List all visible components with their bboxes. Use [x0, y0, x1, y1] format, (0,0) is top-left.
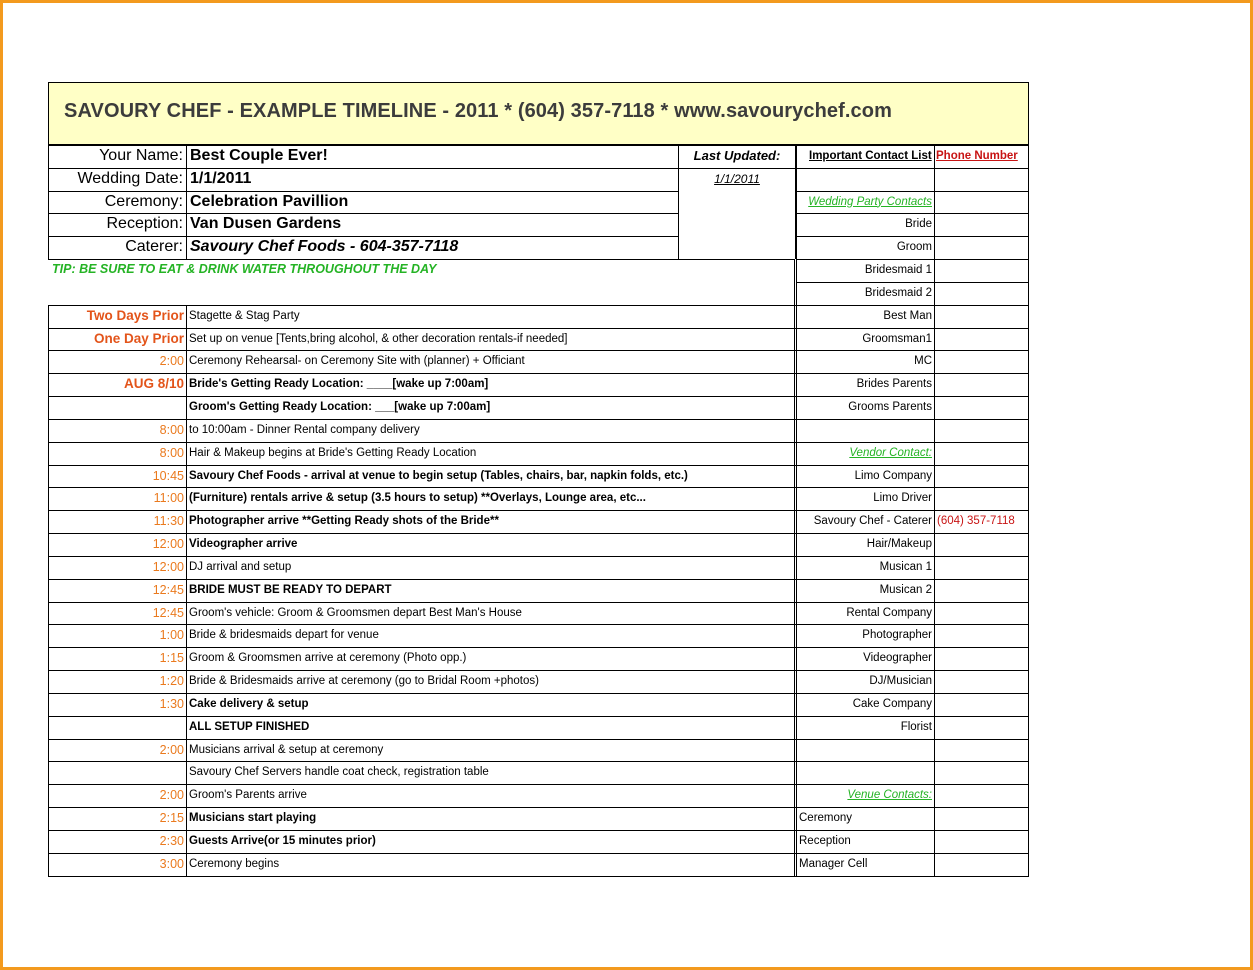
- timeline-row-border: [48, 739, 796, 740]
- timeline-time: 2:15: [159, 811, 184, 826]
- timeline-row-border: [48, 328, 796, 329]
- contact-section-heading: Wedding Party Contacts: [808, 195, 932, 208]
- timeline-sheet: [48, 82, 1029, 876]
- timeline-time: 12:45: [152, 605, 184, 620]
- contact-label: Hair/Makeup: [866, 538, 932, 551]
- timeline-time: [48, 716, 186, 739]
- contact-phone: [935, 647, 1028, 670]
- contacts-left-border: [794, 259, 795, 876]
- timeline-row-border: [48, 465, 796, 466]
- contact-label: Groomsman1: [862, 332, 932, 345]
- info-row-border: [48, 168, 795, 169]
- timeline-row-border: [48, 761, 796, 762]
- timeline-description: Groom's Parents arrive: [189, 789, 307, 802]
- contact-phone: [935, 830, 1028, 853]
- timeline-time: 1:30: [159, 696, 184, 711]
- contact-label: Savoury Chef - Caterer: [813, 515, 932, 528]
- timeline-row-border: [48, 624, 796, 625]
- contact-phone: [935, 373, 1028, 396]
- timeline-row-border: [48, 556, 796, 557]
- info-value: 1/1/2011: [190, 169, 252, 187]
- contact-label: Bride: [905, 218, 932, 231]
- contact-phone: [935, 465, 1028, 488]
- contact-phone: [935, 784, 1028, 807]
- contact-phone: [935, 739, 1028, 762]
- contact-phone: [935, 282, 1028, 305]
- timeline-time: 2:00: [159, 788, 184, 803]
- info-row-border: [48, 259, 795, 260]
- timeline-description: Savoury Chef Foods - arrival at venue to begin setup (Tables, chairs, bar, napkin folds, etc.): [189, 469, 688, 482]
- timeline-description: Ceremony Rehearsal- on Ceremony Site with (planner) + Officiant: [189, 355, 525, 368]
- contact-row-border: [797, 670, 1029, 671]
- contact-phone: [935, 350, 1028, 373]
- contact-label: Florist: [900, 720, 932, 733]
- timeline-row-border: [48, 807, 796, 808]
- contact-row-border: [797, 853, 1029, 854]
- timeline-row-border: [48, 670, 796, 671]
- timeline-description: Stagette & Stag Party: [189, 309, 300, 322]
- contact-row-border: [797, 213, 1029, 214]
- timeline-time: Two Days Prior: [86, 307, 184, 323]
- info-value: Celebration Pavillion: [190, 192, 349, 210]
- contact-label: Ceremony: [799, 812, 853, 825]
- page-title: SAVOURY CHEF - EXAMPLE TIMELINE - 2011 * (604) 357-7118 * www.savourychef.com: [64, 100, 892, 122]
- info-row-border: [48, 213, 678, 214]
- contact-phone: [935, 419, 1028, 442]
- tip-text: TIP: BE SURE TO EAT & DRINK WATER THROUGHOUT THE DAY: [52, 262, 437, 277]
- contact-row-border: [797, 876, 1029, 877]
- contact-row-border: [797, 373, 1029, 374]
- timeline-description: BRIDE MUST BE READY TO DEPART: [189, 583, 392, 596]
- timeline-description: Musicians arrival & setup at ceremony: [189, 743, 384, 756]
- timeline-time: [48, 396, 186, 419]
- contact-row-border: [797, 442, 1029, 443]
- timeline-row-border: [48, 533, 796, 534]
- phone-number-header: Phone Number: [936, 150, 1018, 162]
- timeline-description: ALL SETUP FINISHED: [189, 720, 310, 733]
- contact-phone: [935, 328, 1028, 351]
- contact-phone: [935, 624, 1028, 647]
- contact-row-border: [797, 350, 1029, 351]
- timeline-time: 2:00: [159, 742, 184, 757]
- contact-phone: [935, 396, 1028, 419]
- contact-row-border: [797, 556, 1029, 557]
- timeline-time: 1:15: [159, 651, 184, 666]
- timeline-time: 11:00: [153, 491, 184, 506]
- timeline-time: 8:00: [159, 422, 184, 437]
- contact-phone: [935, 305, 1028, 328]
- contact-label: Best Man: [883, 309, 932, 322]
- contact-row-border: [797, 784, 1029, 785]
- info-label: Ceremony:: [104, 192, 183, 210]
- timeline-description: Groom's Getting Ready Location: ___[wake up 7:00am]: [189, 401, 491, 414]
- contact-phone: [935, 259, 1028, 282]
- timeline-description: to 10:00am - Dinner Rental company delivery: [189, 423, 420, 436]
- timeline-time: One Day Prior: [93, 330, 184, 346]
- timeline-time: 1:20: [159, 674, 184, 689]
- timeline-time: 12:45: [152, 582, 184, 597]
- timeline-time: 2:00: [159, 354, 184, 369]
- timeline-time: 3:00: [159, 856, 184, 871]
- contact-phone: [935, 442, 1028, 465]
- contact-phone: [935, 236, 1028, 259]
- info-value: Savoury Chef Foods - 604-357-7118: [190, 238, 459, 256]
- timeline-time: 11:30: [153, 514, 184, 529]
- contact-label: [797, 168, 934, 191]
- last-updated-label: Last Updated:: [693, 148, 781, 163]
- contact-row-border: [797, 487, 1029, 488]
- timeline-description: Ceremony begins: [189, 857, 280, 870]
- timeline-row-border: [48, 579, 796, 580]
- timeline-time: 12:00: [152, 537, 184, 552]
- timeline-time: [48, 761, 186, 784]
- contact-row-border: [797, 830, 1029, 831]
- left-border: [48, 305, 49, 877]
- timeline-description: Cake delivery & setup: [189, 697, 309, 710]
- timeline-row-border: [48, 305, 796, 306]
- contact-row-border: [797, 191, 1029, 192]
- contact-list-header: Important Contact List: [809, 150, 932, 162]
- contact-row-border: [797, 533, 1029, 534]
- timeline-row-border: [48, 853, 796, 854]
- contact-label: MC: [914, 355, 932, 368]
- contact-label: Bridesmaid 1: [864, 264, 932, 277]
- timeline-description: Bride & bridesmaids depart for venue: [189, 629, 379, 642]
- timeline-time: 12:00: [152, 559, 184, 574]
- timeline-description: Groom & Groomsmen arrive at ceremony (Photo opp.): [189, 652, 467, 665]
- timeline-description: Set up on venue [Tents,bring alcohol, & other decoration rentals-if needed]: [189, 332, 568, 345]
- contact-phone: [935, 716, 1028, 739]
- info-value: Best Couple Ever!: [190, 147, 328, 164]
- contact-row-border: [797, 579, 1029, 580]
- contact-label: [797, 739, 934, 762]
- contact-label: Manager Cell: [799, 857, 868, 870]
- contact-phone: [935, 807, 1028, 830]
- contact-label: Rental Company: [846, 606, 932, 619]
- timeline-description: Photographer arrive **Getting Ready shots of the Bride**: [189, 515, 499, 528]
- contact-row-border: [797, 465, 1029, 466]
- contact-label: [797, 761, 934, 784]
- timeline-row-border: [48, 876, 796, 877]
- timeline-time: 8:00: [159, 445, 184, 460]
- last-updated-value: 1/1/2011: [714, 171, 760, 186]
- contact-label: Photographer: [862, 629, 932, 642]
- contact-row-border: [797, 396, 1029, 397]
- timeline-row-border: [48, 647, 796, 648]
- contact-label: Reception: [799, 834, 851, 847]
- contact-row-border: [797, 693, 1029, 694]
- contact-phone: [935, 693, 1028, 716]
- info-label: Reception:: [106, 215, 183, 233]
- contact-row-border: [797, 328, 1029, 329]
- label-column-border: [186, 145, 187, 259]
- timeline-time: 1:00: [159, 628, 184, 643]
- last-updated-right-border: [795, 145, 796, 259]
- timeline-row-border: [48, 602, 796, 603]
- contact-phone: [935, 487, 1028, 510]
- contact-row-border: [797, 259, 1029, 260]
- timeline-row-border: [48, 693, 796, 694]
- timeline-time: AUG 8/10: [123, 376, 184, 392]
- contact-label: Videographer: [863, 652, 932, 665]
- contact-row-border: [797, 807, 1029, 808]
- contact-phone: [935, 556, 1028, 579]
- contact-label: Limo Company: [854, 469, 932, 482]
- contact-phone: [935, 533, 1028, 556]
- timeline-row-border: [48, 350, 796, 351]
- timeline-row-border: [48, 784, 796, 785]
- contact-label: Groom: [896, 241, 932, 254]
- timeline-description: DJ arrival and setup: [189, 560, 292, 573]
- timeline-description: Groom's vehicle: Groom & Groomsmen depart Best Man's House: [189, 606, 522, 619]
- contact-section-heading: Venue Contacts:: [847, 789, 932, 802]
- contact-row-border: [797, 739, 1029, 740]
- contact-phone: [935, 213, 1028, 236]
- timeline-description: Guests Arrive(or 15 minutes prior): [189, 834, 376, 847]
- timeline-description: (Furniture) rentals arrive & setup (3.5 hours to setup) **Overlays, Lounge area, etc...: [189, 492, 646, 505]
- contact-row-border: [797, 716, 1029, 717]
- contact-label: Bridesmaid 2: [864, 286, 932, 299]
- timeline-description: Hair & Makeup begins at Bride's Getting Ready Location: [189, 446, 477, 459]
- contact-label: Brides Parents: [856, 378, 932, 391]
- contact-row-border: [797, 419, 1029, 420]
- right-border: [1028, 82, 1029, 877]
- timeline-description: Musicians start playing: [189, 812, 317, 825]
- timeline-row-border: [48, 487, 796, 488]
- contact-phone: [935, 761, 1028, 784]
- contact-label: [797, 419, 934, 442]
- contact-row-border: [797, 282, 1029, 283]
- timeline-row-border: [48, 716, 796, 717]
- info-value: Van Dusen Gardens: [190, 215, 342, 233]
- timeline-row-border: [48, 442, 796, 443]
- contact-label: Cake Company: [852, 697, 932, 710]
- phone-column-border: [934, 145, 935, 877]
- contact-phone: [935, 168, 1028, 191]
- contact-phone: (604) 357-7118: [937, 515, 1015, 528]
- contact-row-border: [797, 647, 1029, 648]
- contact-row-border: [797, 510, 1029, 511]
- timeline-row-border: [48, 373, 796, 374]
- contact-phone: [935, 853, 1028, 876]
- contact-phone: [935, 191, 1028, 214]
- banner-border: [48, 145, 1029, 146]
- contact-label: Limo Driver: [873, 492, 932, 505]
- contact-label: Musican 2: [879, 583, 932, 596]
- contact-label: DJ/Musician: [869, 675, 932, 688]
- timeline-description: Bride's Getting Ready Location: ____[wake up 7:00am]: [189, 378, 489, 391]
- left-border: [48, 82, 49, 260]
- timeline-time: 10:45: [152, 468, 184, 483]
- info-row-border: [48, 191, 678, 192]
- timeline-row-border: [48, 830, 796, 831]
- contact-row-border: [797, 761, 1029, 762]
- info-label: Your Name:: [99, 147, 183, 164]
- contact-row-border: [797, 236, 1029, 237]
- contact-label: Grooms Parents: [848, 401, 932, 414]
- contact-label: Musican 1: [879, 560, 932, 573]
- timeline-description: Videographer arrive: [189, 538, 298, 551]
- timeline-description: Bride & Bridesmaids arrive at ceremony (go to Bridal Room +photos): [189, 675, 539, 688]
- timeline-description: Savoury Chef Servers handle coat check, registration table: [189, 766, 489, 779]
- info-label: Caterer:: [125, 238, 183, 256]
- timeline-row-border: [48, 419, 796, 420]
- timeline-time: 2:30: [159, 833, 184, 848]
- contact-phone: [935, 670, 1028, 693]
- contact-row-border: [797, 168, 1029, 169]
- contact-section-heading: Vendor Contact:: [849, 446, 932, 459]
- title-banner: [48, 82, 1029, 145]
- contact-row-border: [797, 624, 1029, 625]
- contact-row-border: [797, 602, 1029, 603]
- contact-row-border: [797, 305, 1029, 306]
- contacts-left-border: [796, 145, 797, 877]
- info-label: Wedding Date:: [77, 169, 183, 187]
- contact-phone: [935, 579, 1028, 602]
- timeline-row-border: [48, 510, 796, 511]
- contact-phone: [935, 602, 1028, 625]
- label-column-border: [186, 305, 187, 876]
- info-row-border: [48, 236, 678, 237]
- info-column-border: [678, 145, 679, 259]
- timeline-row-border: [48, 396, 796, 397]
